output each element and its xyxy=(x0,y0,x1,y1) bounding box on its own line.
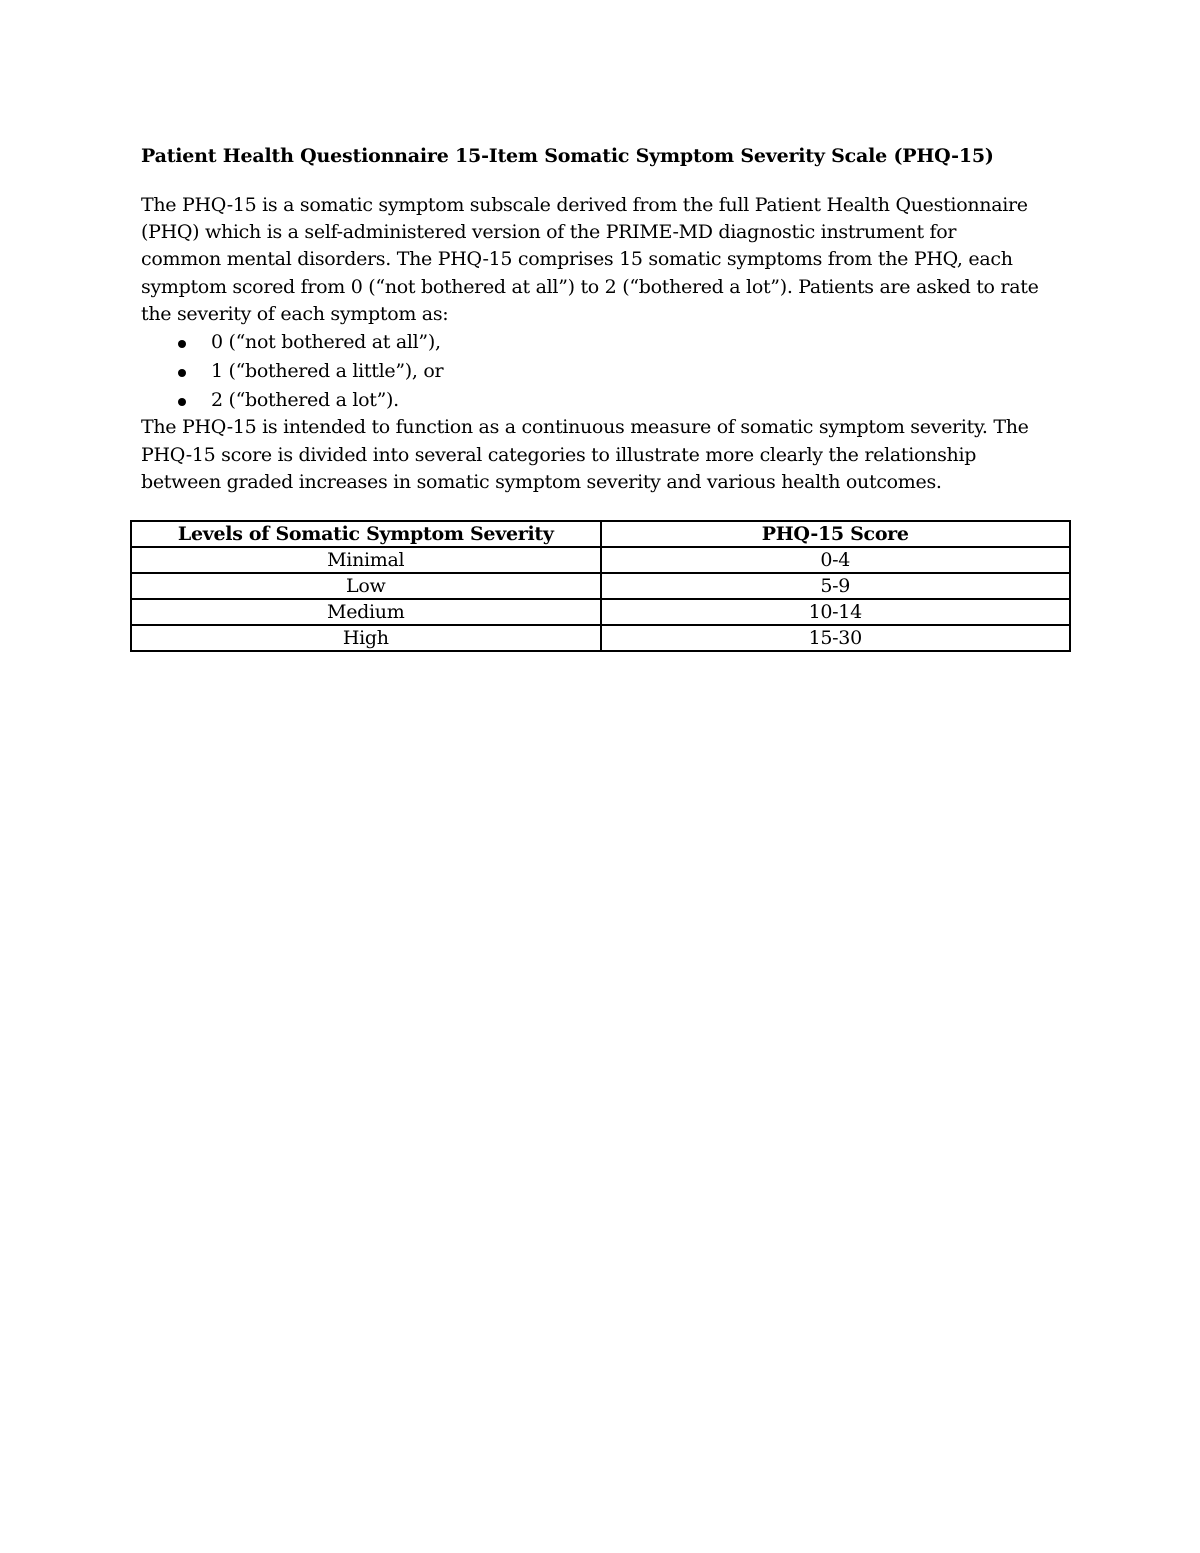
severity-level-cell: Low xyxy=(131,573,601,599)
header-severity-level: Levels of Somatic Symptom Severity xyxy=(131,521,601,547)
score-cell: 5-9 xyxy=(601,573,1071,599)
bullet-icon xyxy=(178,398,186,406)
bullet-icon xyxy=(178,340,186,348)
score-cell: 10-14 xyxy=(601,599,1071,625)
severity-level-cell: High xyxy=(131,625,601,651)
severity-level-cell: Medium xyxy=(131,599,601,625)
closing-line: PHQ-15 score is divided into several categories to illustrate more clearly the relationship xyxy=(141,443,977,466)
table-row xyxy=(131,599,1070,625)
list-item-text: 1 (“bothered a little”), or xyxy=(211,359,444,382)
intro-paragraph xyxy=(141,192,1071,328)
header-score: PHQ-15 Score xyxy=(601,521,1071,547)
intro-line: (PHQ) which is a self-administered version of the PRIME-MD diagnostic instrument for xyxy=(141,221,957,244)
table-row xyxy=(131,625,1070,651)
closing-paragraph xyxy=(141,414,1071,496)
closing-line: between graded increases in somatic symptom severity and various health outcomes. xyxy=(141,470,942,493)
document-title: Patient Health Questionnaire 15-Item Somatic Symptom Severity Scale (PHQ-15) xyxy=(141,145,994,167)
bullet-icon xyxy=(178,369,186,377)
rating-options-list xyxy=(141,328,1071,414)
intro-line: the severity of each symptom as: xyxy=(141,302,449,325)
list-item xyxy=(171,386,1071,415)
intro-line: The PHQ-15 is a somatic symptom subscale derived from the full Patient Health Questionnaire xyxy=(141,194,1028,216)
score-cell: 15-30 xyxy=(601,625,1071,651)
severity-table xyxy=(130,520,1071,652)
intro-line: common mental disorders. The PHQ-15 comprises 15 somatic symptoms from the PHQ, each xyxy=(141,248,1013,271)
closing-line: The PHQ-15 is intended to function as a continuous measure of somatic symptom severity. The xyxy=(141,416,1029,439)
list-item xyxy=(171,357,1071,386)
list-item-text: 0 (“not bothered at all”), xyxy=(211,331,441,354)
table-row xyxy=(131,547,1070,573)
table-header-row xyxy=(131,521,1070,547)
table-row xyxy=(131,573,1070,599)
severity-level-cell: Minimal xyxy=(131,547,601,573)
list-item-text: 2 (“bothered a lot”). xyxy=(211,388,399,411)
document-body xyxy=(141,142,1071,496)
list-item xyxy=(171,328,1071,357)
intro-line: symptom scored from 0 (“not bothered at all”) to 2 (“bothered a lot”). Patients are asked to rate xyxy=(141,275,1039,298)
score-cell: 0-4 xyxy=(601,547,1071,573)
